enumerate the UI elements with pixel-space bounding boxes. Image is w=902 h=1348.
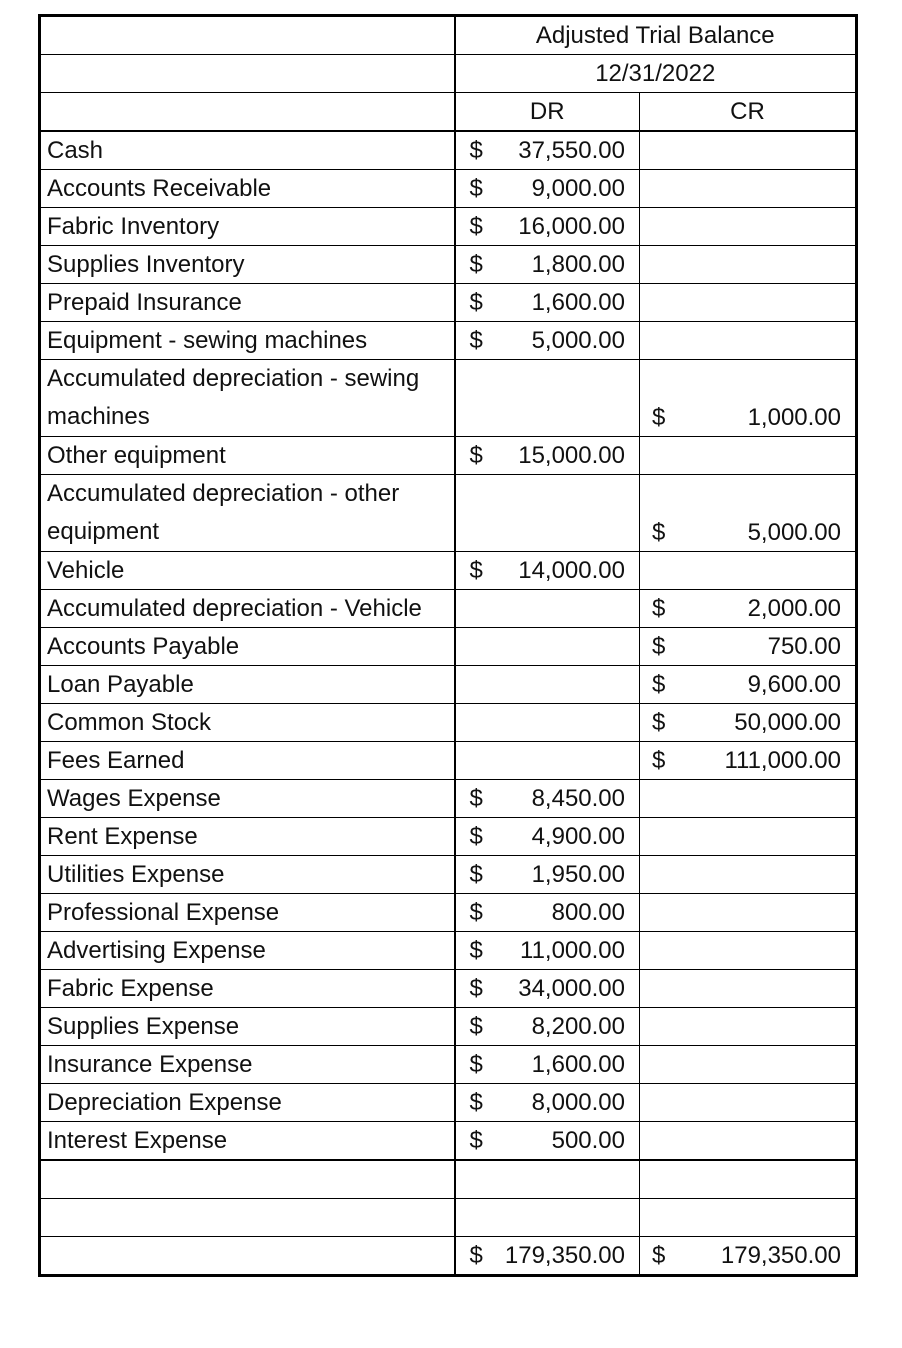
table-row [40,818,857,856]
dr-cell [455,704,640,742]
cr-cell [640,246,857,284]
account-name: Rent Expense [40,818,455,856]
dr-dollar-sign: $ [469,213,483,240]
account-name: Insurance Expense [40,1046,455,1084]
dr-amount: 8,200.00 [531,1013,625,1040]
dr-amount: 9,000.00 [531,175,625,202]
table-row [40,170,857,208]
cr-amount: 50,000.00 [734,709,841,736]
dr-cell [455,932,640,970]
dr-amount: 1,950.00 [531,861,625,888]
dr-cell [455,970,640,1008]
account-name: Wages Expense [40,780,455,818]
account-name: Prepaid Insurance [40,284,455,322]
table-row [40,437,857,475]
dr-amount: 1,800.00 [531,251,625,278]
header-blank-cell [40,93,455,132]
cr-dollar-sign: $ [652,404,666,431]
account-name: Interest Expense [40,1122,455,1161]
table-row [40,1008,857,1046]
dr-dollar-sign: $ [469,975,483,1002]
dr-cell [455,856,640,894]
dr-amount: 500.00 [551,1127,625,1154]
dr-cell [455,131,640,170]
dr-cell [455,322,640,360]
cr-cell [640,437,857,475]
date-row [40,55,857,93]
total-dr-cell [455,1237,640,1276]
dr-amount: 16,000.00 [518,213,625,240]
cr-cell [640,666,857,704]
table-row [40,894,857,932]
dr-dollar-sign: $ [469,1051,483,1078]
cr-cell [640,970,857,1008]
dr-dollar-sign: $ [469,137,483,164]
cr-cell [640,818,857,856]
cr-cell [640,322,857,360]
dr-cell [455,208,640,246]
dr-cell [455,360,640,437]
dr-dollar-sign: $ [469,289,483,316]
dr-dollar-sign: $ [469,1127,483,1154]
table-row [40,666,857,704]
cr-cell [640,208,857,246]
cr-amount: 111,000.00 [724,747,841,774]
account-name: Accounts Receivable [40,170,455,208]
dr-dollar-sign: $ [469,899,483,926]
dr-dollar-sign: $ [469,557,483,584]
table-row [40,1046,857,1084]
account-name: Supplies Inventory [40,246,455,284]
dr-amount: 1,600.00 [531,289,625,316]
blank-row [40,1199,857,1237]
dr-amount: 1,600.00 [531,1051,625,1078]
account-name: Fabric Inventory [40,208,455,246]
dr-amount: 11,000.00 [520,937,625,964]
dr-cell [455,552,640,590]
dr-cell [455,170,640,208]
total-dr-amount: 179,350.00 [504,1242,625,1269]
cr-dollar-sign: $ [652,747,666,774]
dr-amount: 4,900.00 [531,823,625,850]
table-row [40,131,857,170]
account-name: Loan Payable [40,666,455,704]
account-name: Depreciation Expense [40,1084,455,1122]
totals-row [40,1237,857,1276]
table-row [40,856,857,894]
cr-dollar-sign: $ [652,633,666,660]
account-name: Advertising Expense [40,932,455,970]
table-row [40,780,857,818]
dr-cell [455,475,640,552]
account-name: Vehicle [40,552,455,590]
account-name: Common Stock [40,704,455,742]
dr-amount: 15,000.00 [518,442,625,469]
dr-amount: 5,000.00 [531,327,625,354]
dr-cell [455,284,640,322]
dr-amount: 37,550.00 [518,137,625,164]
dr-amount: 8,450.00 [531,785,625,812]
cr-cell [640,1122,857,1161]
dr-cell [455,666,640,704]
cr-cell [640,475,857,552]
cr-cell [640,1084,857,1122]
trial-balance-sheet [38,14,855,1277]
cr-amount: 9,600.00 [747,671,841,698]
dr-cell [455,1046,640,1084]
dr-cell [455,780,640,818]
account-name: Cash [40,131,455,170]
table-row [40,284,857,322]
table-row [40,360,857,437]
dr-cell [455,628,640,666]
total-dr-sign: $ [469,1242,483,1269]
cr-amount: 5,000.00 [747,519,841,546]
dr-dollar-sign: $ [469,1013,483,1040]
dr-cell [455,1008,640,1046]
table-row [40,932,857,970]
cr-cell [640,552,857,590]
table-row [40,590,857,628]
cr-amount: 750.00 [767,633,841,660]
dr-cell [455,742,640,780]
cr-amount: 2,000.00 [747,595,841,622]
cr-cell [640,932,857,970]
cr-cell [640,131,857,170]
account-rows [40,131,857,1160]
cr-cell [640,856,857,894]
cr-cell [640,360,857,437]
total-cr-sign: $ [652,1242,666,1269]
column-header-row [40,93,857,132]
cr-dollar-sign: $ [652,709,666,736]
dr-dollar-sign: $ [469,251,483,278]
account-name: Other equipment [40,437,455,475]
table-row [40,246,857,284]
account-name: Supplies Expense [40,1008,455,1046]
table-row [40,1122,857,1161]
account-name: Fees Earned [40,742,455,780]
table-row [40,475,857,552]
cr-cell [640,742,857,780]
cr-dollar-sign: $ [652,519,666,546]
dr-cell [455,1084,640,1122]
dr-cell [455,437,640,475]
cr-cell [640,284,857,322]
dr-cell [455,590,640,628]
total-cr-cell [640,1237,857,1276]
table-row [40,704,857,742]
dr-dollar-sign: $ [469,785,483,812]
table-row [40,208,857,246]
cr-amount: 1,000.00 [747,404,841,431]
cr-cell [640,894,857,932]
cr-cell [640,704,857,742]
dr-amount: 14,000.00 [518,557,625,584]
account-name: Professional Expense [40,894,455,932]
cr-dollar-sign: $ [652,595,666,622]
cr-cell [640,1008,857,1046]
dr-cell [455,894,640,932]
dr-dollar-sign: $ [469,442,483,469]
header-blank-cell [40,55,455,93]
cr-dollar-sign: $ [652,671,666,698]
account-name: Accumulated depreciation - other equipment [40,475,455,552]
dr-dollar-sign: $ [469,1089,483,1116]
table-row [40,742,857,780]
cr-cell [640,170,857,208]
table-row [40,628,857,666]
dr-dollar-sign: $ [469,823,483,850]
table-row [40,552,857,590]
table-date: 12/31/2022 [455,55,857,93]
table-title: Adjusted Trial Balance [455,16,857,55]
total-cr-amount: 179,350.00 [720,1242,841,1269]
account-name: Equipment - sewing machines [40,322,455,360]
dr-dollar-sign: $ [469,861,483,888]
account-name: Accumulated depreciation - Vehicle [40,590,455,628]
dr-column-header: DR [455,93,640,132]
cr-cell [640,1046,857,1084]
dr-amount: 34,000.00 [518,975,625,1002]
dr-amount: 800.00 [551,899,625,926]
table-row [40,1084,857,1122]
dr-amount: 8,000.00 [531,1089,625,1116]
dr-dollar-sign: $ [469,175,483,202]
account-name: Utilities Expense [40,856,455,894]
account-name: Fabric Expense [40,970,455,1008]
header-blank-cell [40,16,455,55]
cr-column-header: CR [640,93,857,132]
trial-balance-table [38,14,858,1277]
blank-row [40,1160,857,1199]
cr-cell [640,590,857,628]
table-row [40,970,857,1008]
account-name: Accounts Payable [40,628,455,666]
totals-label-cell [40,1237,455,1276]
cr-cell [640,628,857,666]
table-row [40,322,857,360]
dr-cell [455,1122,640,1161]
dr-cell [455,818,640,856]
cr-cell [640,780,857,818]
dr-cell [455,246,640,284]
title-row [40,16,857,55]
account-name: Accumulated depreciation - sewing machines [40,360,455,437]
dr-dollar-sign: $ [469,937,483,964]
dr-dollar-sign: $ [469,327,483,354]
